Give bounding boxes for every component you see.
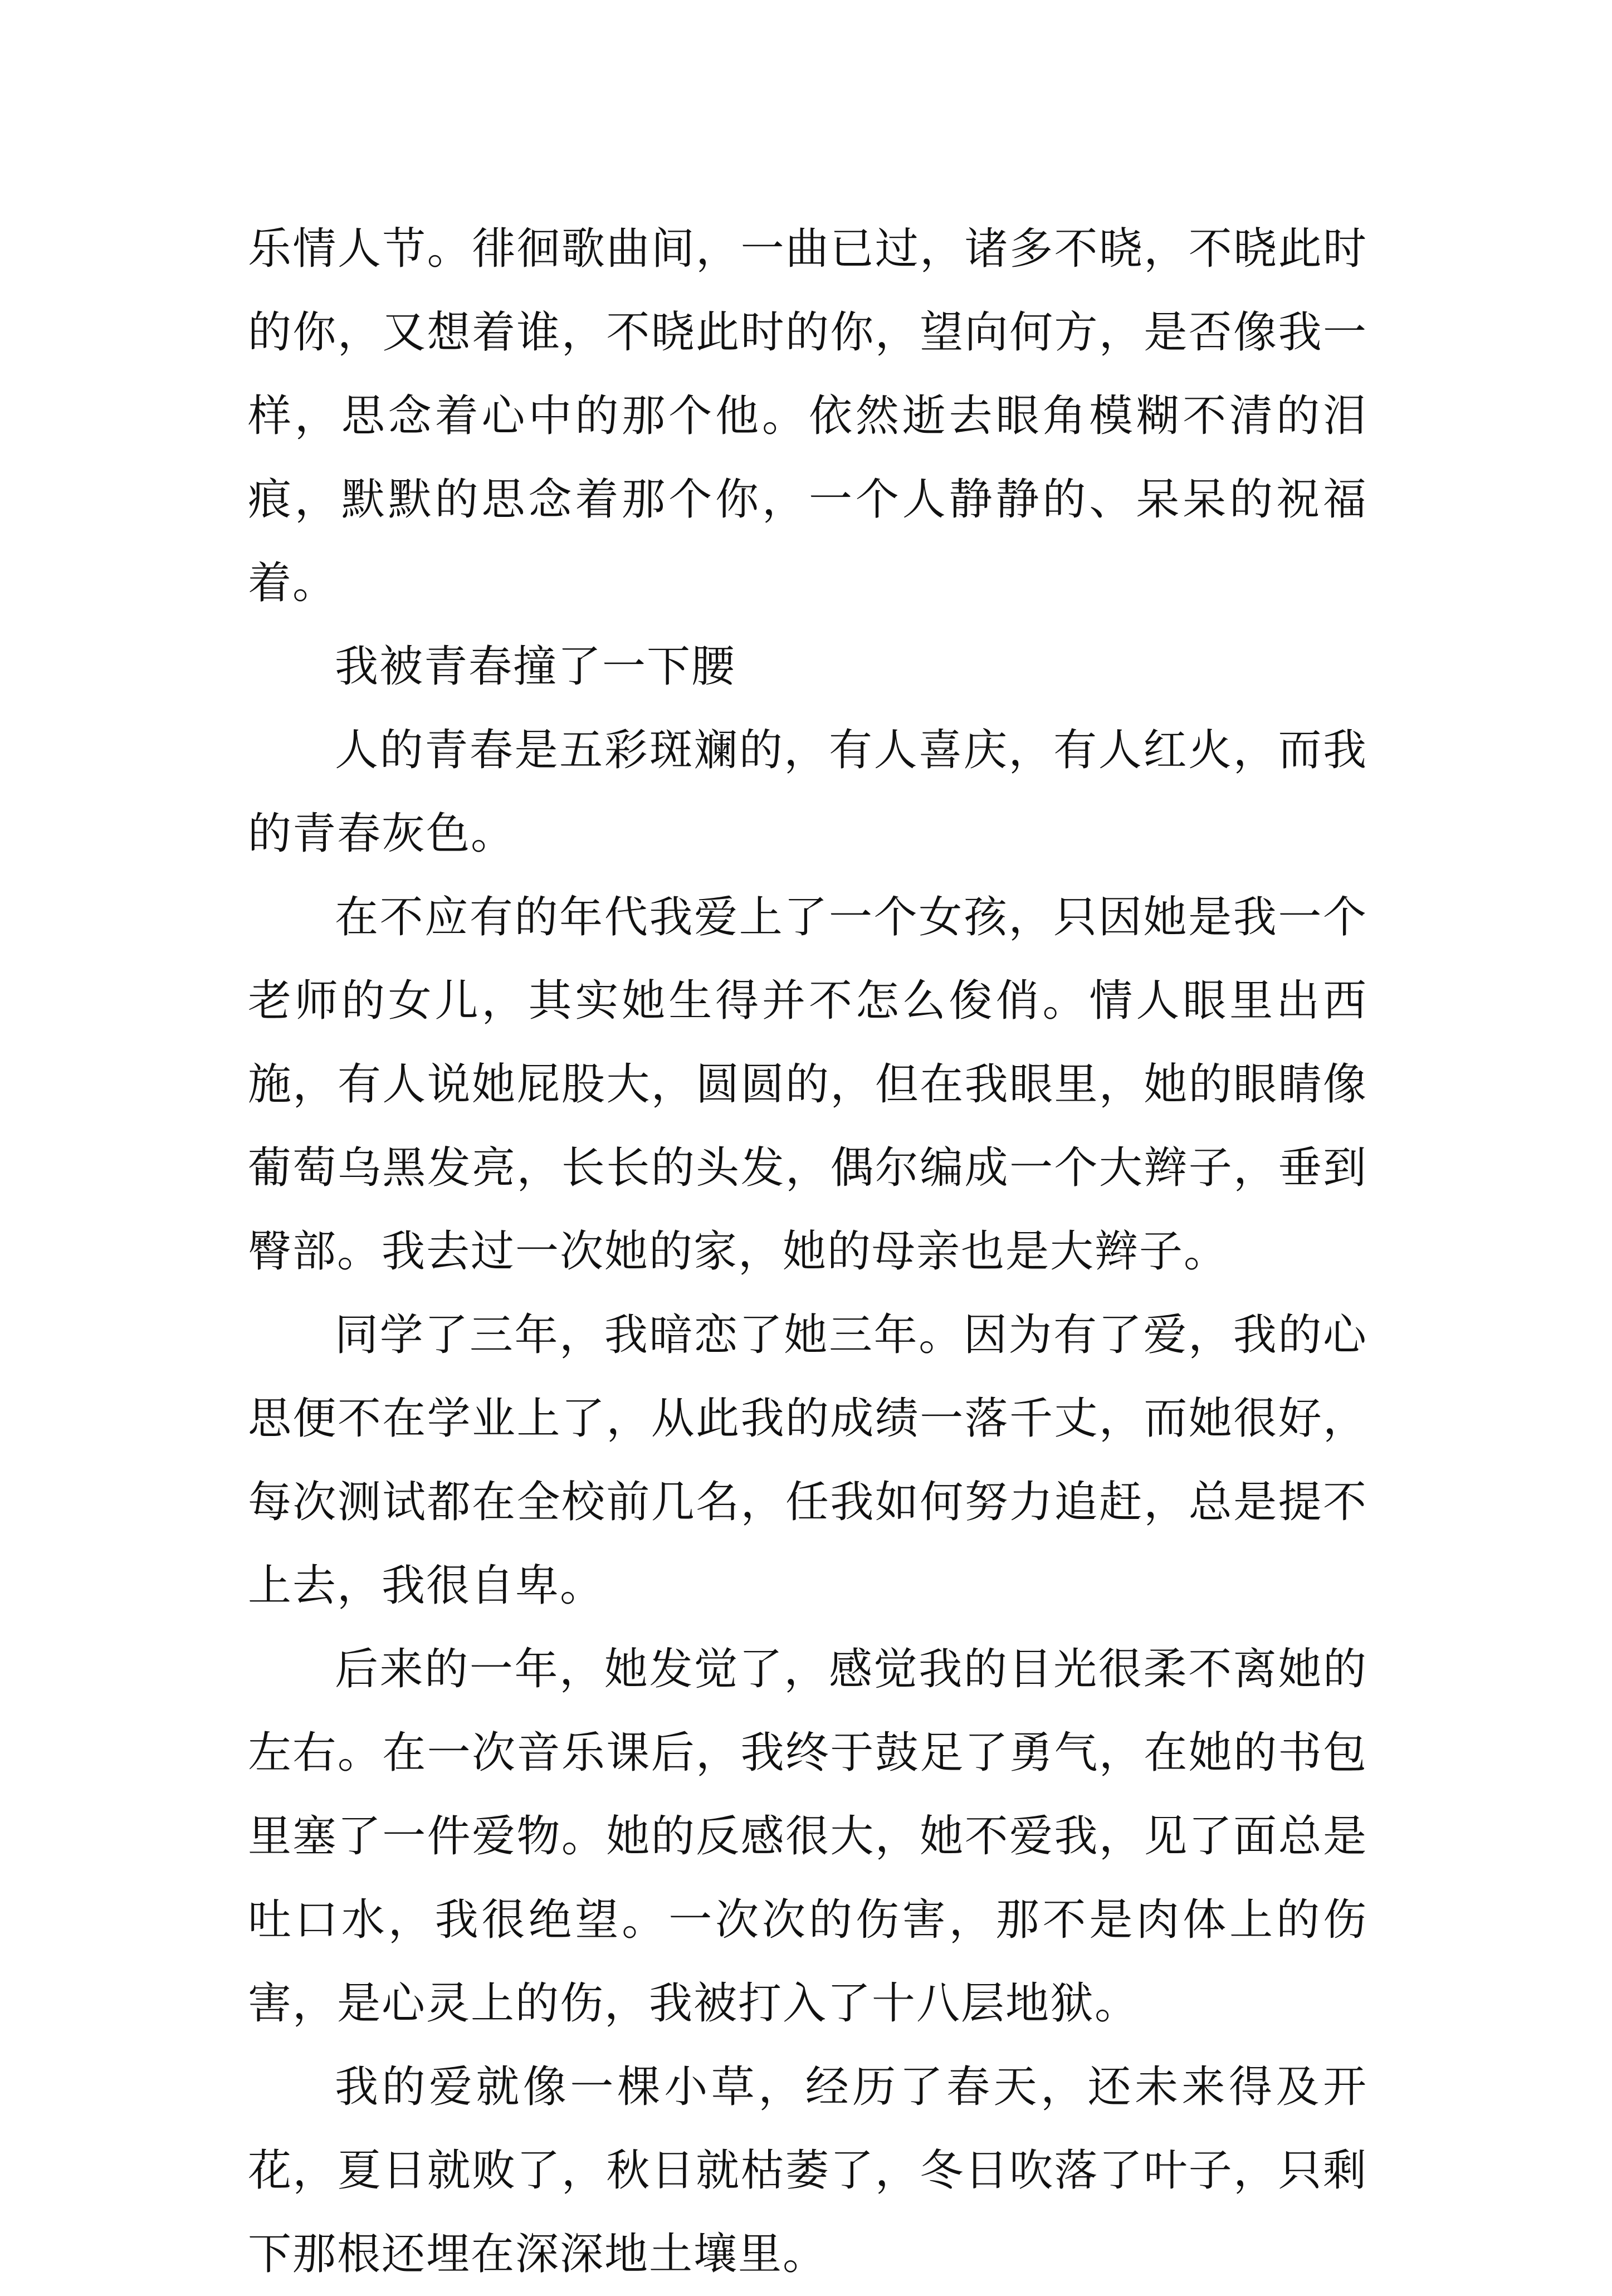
paragraph: 我的爱就像一棵小草，经历了春天，还未来得及开花，夏日就败了，秋日就枯萎了，冬日吹落了叶子，只剩下那根还埋在深深地土壤里。 <box>248 2062 1367 2279</box>
paragraph: 在不应有的年代我爱上了一个女孩，只因她是我一个老师的女儿，其实她生得并不怎么俊俏。情人眼里出西施，有人说她屁股大，圆圆的，但在我眼里，她的眼睛像葡萄乌黑发亮，长长的头发，偶尔编成一个大辫子，垂到臀部。我去过一次她的家，她的母亲也是大辫子。 <box>248 892 1367 1277</box>
paragraph: 后来的一年，她发觉了，感觉我的目光很柔不离她的左右。在一次音乐课后，我终于鼓足了勇气，在她的书包里塞了一件爱物。她的反感很大，她不爱我，见了面总是吐口水，我很绝望。一次次的伤害，那不是肉体上的伤害，是心灵上的伤，我被打入了十八层地狱。 <box>248 1644 1367 2029</box>
paragraph-continued: 乐情人节。徘徊歌曲间，一曲已过，诸多不晓，不晓此时的你，又想着谁，不晓此时的你，望向何方，是否像我一样，思念着心中的那个他。依然逝去眼角模糊不清的泪痕，默默的思念着那个你，一个人静静的、呆呆的祝福着。 <box>248 224 1367 608</box>
paragraph: 同学了三年，我暗恋了她三年。因为有了爱，我的心思便不在学业上了，从此我的成绩一落千丈，而她很好，每次测试都在全校前几名，任我如何努力追赶，总是提不上去，我很自卑。 <box>248 1310 1367 1611</box>
document-body <box>248 207 1367 2296</box>
section-heading: 我被青春撞了一下腰 <box>335 642 736 692</box>
paragraph: 人的青春是五彩斑斓的，有人喜庆，有人红火，而我的青春灰色。 <box>248 725 1367 859</box>
